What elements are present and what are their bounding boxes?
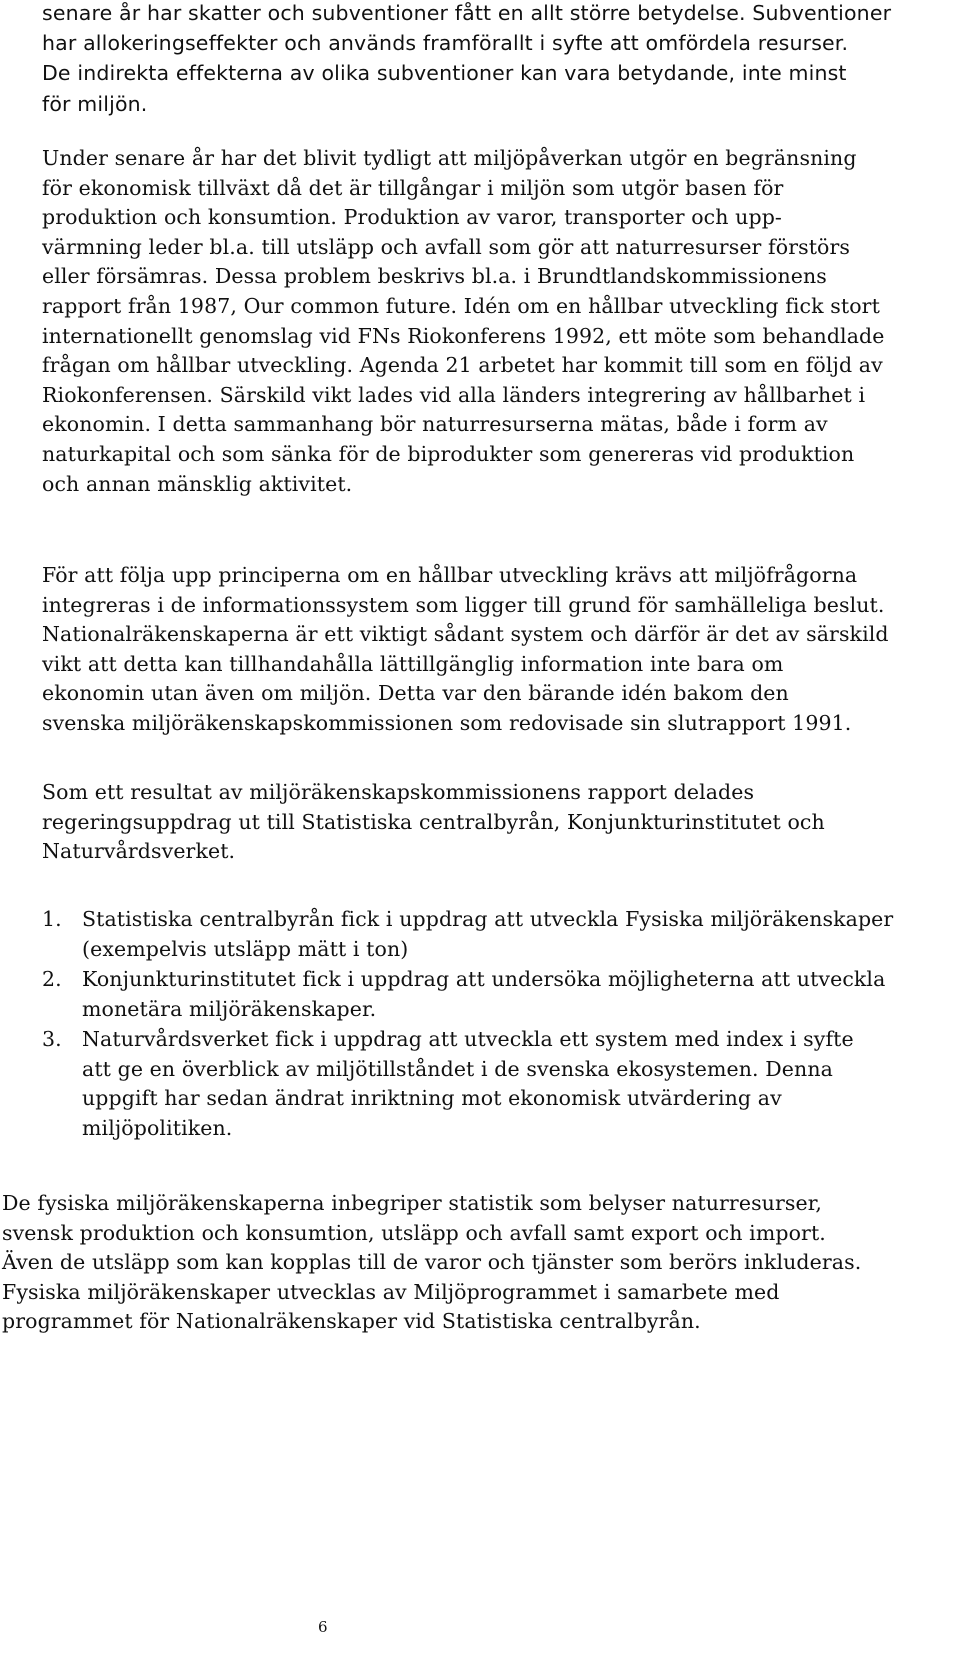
list-number: 3. [42,1027,62,1051]
text-line: ekonomin. I detta sammanhang bör naturresurserna mätas, både i form av [42,412,828,437]
text-line: ekonomin utan även om miljön. Detta var den bärande idén bakom den [42,681,789,706]
list-item-text [82,965,885,1024]
text-line: och annan mänsklig aktivitet. [42,471,353,496]
text-line: för ekonomisk tillväxt då det är tillgångar i miljön som utgör basen för [42,175,784,200]
text-line: svenska miljöräkenskapskommissionen som redovisade sin slutrapport 1991. [42,710,852,735]
text-line: senare år har skatter och subventioner fått en allt större betydelse. Subventioner [42,1,892,25]
text-line: Som ett resultat av miljöräkenskapskommissionens rapport delades [42,780,755,804]
text-line: internationellt genomslag vid FNs Riokonferens 1992, ett möte som behandlade [42,323,885,348]
text-line: att ge en överblick av miljötillståndet i de svenska ekosystemen. Denna [82,1056,833,1081]
page-number: 6 [318,1618,328,1636]
paragraph-environmental-impact [42,144,884,499]
text-line: (exempelvis utsläpp mätt i ton) [82,936,409,961]
text-line: De indirekta effekterna av olika subventioner kan vara betydande, inte minst [42,61,847,86]
text-line: vikt att detta kan tillhandahålla lättillgänglig information inte bara om [42,651,784,676]
text-line: Fysiska miljöräkenskaper utvecklas av Miljöprogrammet i samarbete med [2,1279,780,1304]
text-line: Statistiska centralbyrån fick i uppdrag att utveckla Fysiska miljöräkenskaper [82,907,894,931]
list-item-text [82,1025,854,1143]
text-line: För att följa upp principerna om en hållbar utveckling krävs att miljöfrågorna [42,563,858,587]
text-line: regeringsuppdrag ut till Statistiska centralbyrån, Konjunkturinstitutet och [42,809,825,834]
text-line: eller försämras. Dessa problem beskrivs bl.a. i Brundtlandskommissionens [42,264,827,289]
paragraph-subsidies [42,0,891,119]
text-line: naturkapital och som sänka för de biprodukter som genereras vid produktion [42,441,855,466]
text-line: Riokonferensen. Särskild vikt lades vid alla länders integrering av hållbarhet i [42,382,866,407]
text-line: De fysiska miljöräkenskaperna inbegriper statistik som belyser naturresurser, [2,1191,823,1215]
paragraph-physical-accounts [2,1189,861,1337]
text-line: Under senare år har det blivit tydligt att miljöpåverkan utgör en begränsning [42,146,857,170]
text-line: Nationalräkenskaperna är ett viktigt sådant system och därför är det av särskild [42,622,889,647]
text-line: Konjunkturinstitutet fick i uppdrag att undersöka möjligheterna att utveckla [82,967,886,991]
text-line: Naturvårdsverket fick i uppdrag att utveckla ett system med index i syfte [82,1027,854,1051]
text-line: uppgift har sedan ändrat inriktning mot ekonomisk utvärdering av [82,1086,782,1111]
text-line: Naturvårdsverket. [42,839,236,864]
text-line: rapport från 1987, Our common future. Idén om en hållbar utveckling fick stort [42,293,880,318]
text-line: produktion och konsumtion. Produktion av varor, transporter och upp- [42,205,782,230]
list-number: 1. [42,907,62,931]
text-line: programmet för Nationalräkenskaper vid Statistiska centralbyrån. [2,1309,701,1334]
text-line: värmning leder bl.a. till utsläpp och avfall som gör att naturresurser förstörs [42,234,851,259]
text-line: miljöpolitiken. [82,1115,233,1140]
text-line: frågan om hållbar utveckling. Agenda 21 arbetet har kommit till som en följd av [42,353,883,378]
text-line: har allokeringseffekter och används framförallt i syfte att omfördela resurser. [42,31,849,56]
text-line: monetära miljöräkenskaper. [82,996,377,1021]
paragraph-government-assignments [42,778,825,867]
paragraph-national-accounts [42,561,889,739]
text-line: svensk produktion och konsumtion, utsläpp och avfall samt export och import. [2,1220,826,1245]
text-line: Även de utsläpp som kan kopplas till de varor och tjänster som berörs inkluderas. [2,1250,862,1275]
text-line: integreras i de informationssystem som ligger till grund för samhälleliga beslut. [42,592,885,617]
text-line: för miljön. [42,91,148,116]
list-number: 2. [42,967,62,991]
list-item-text [82,905,893,964]
